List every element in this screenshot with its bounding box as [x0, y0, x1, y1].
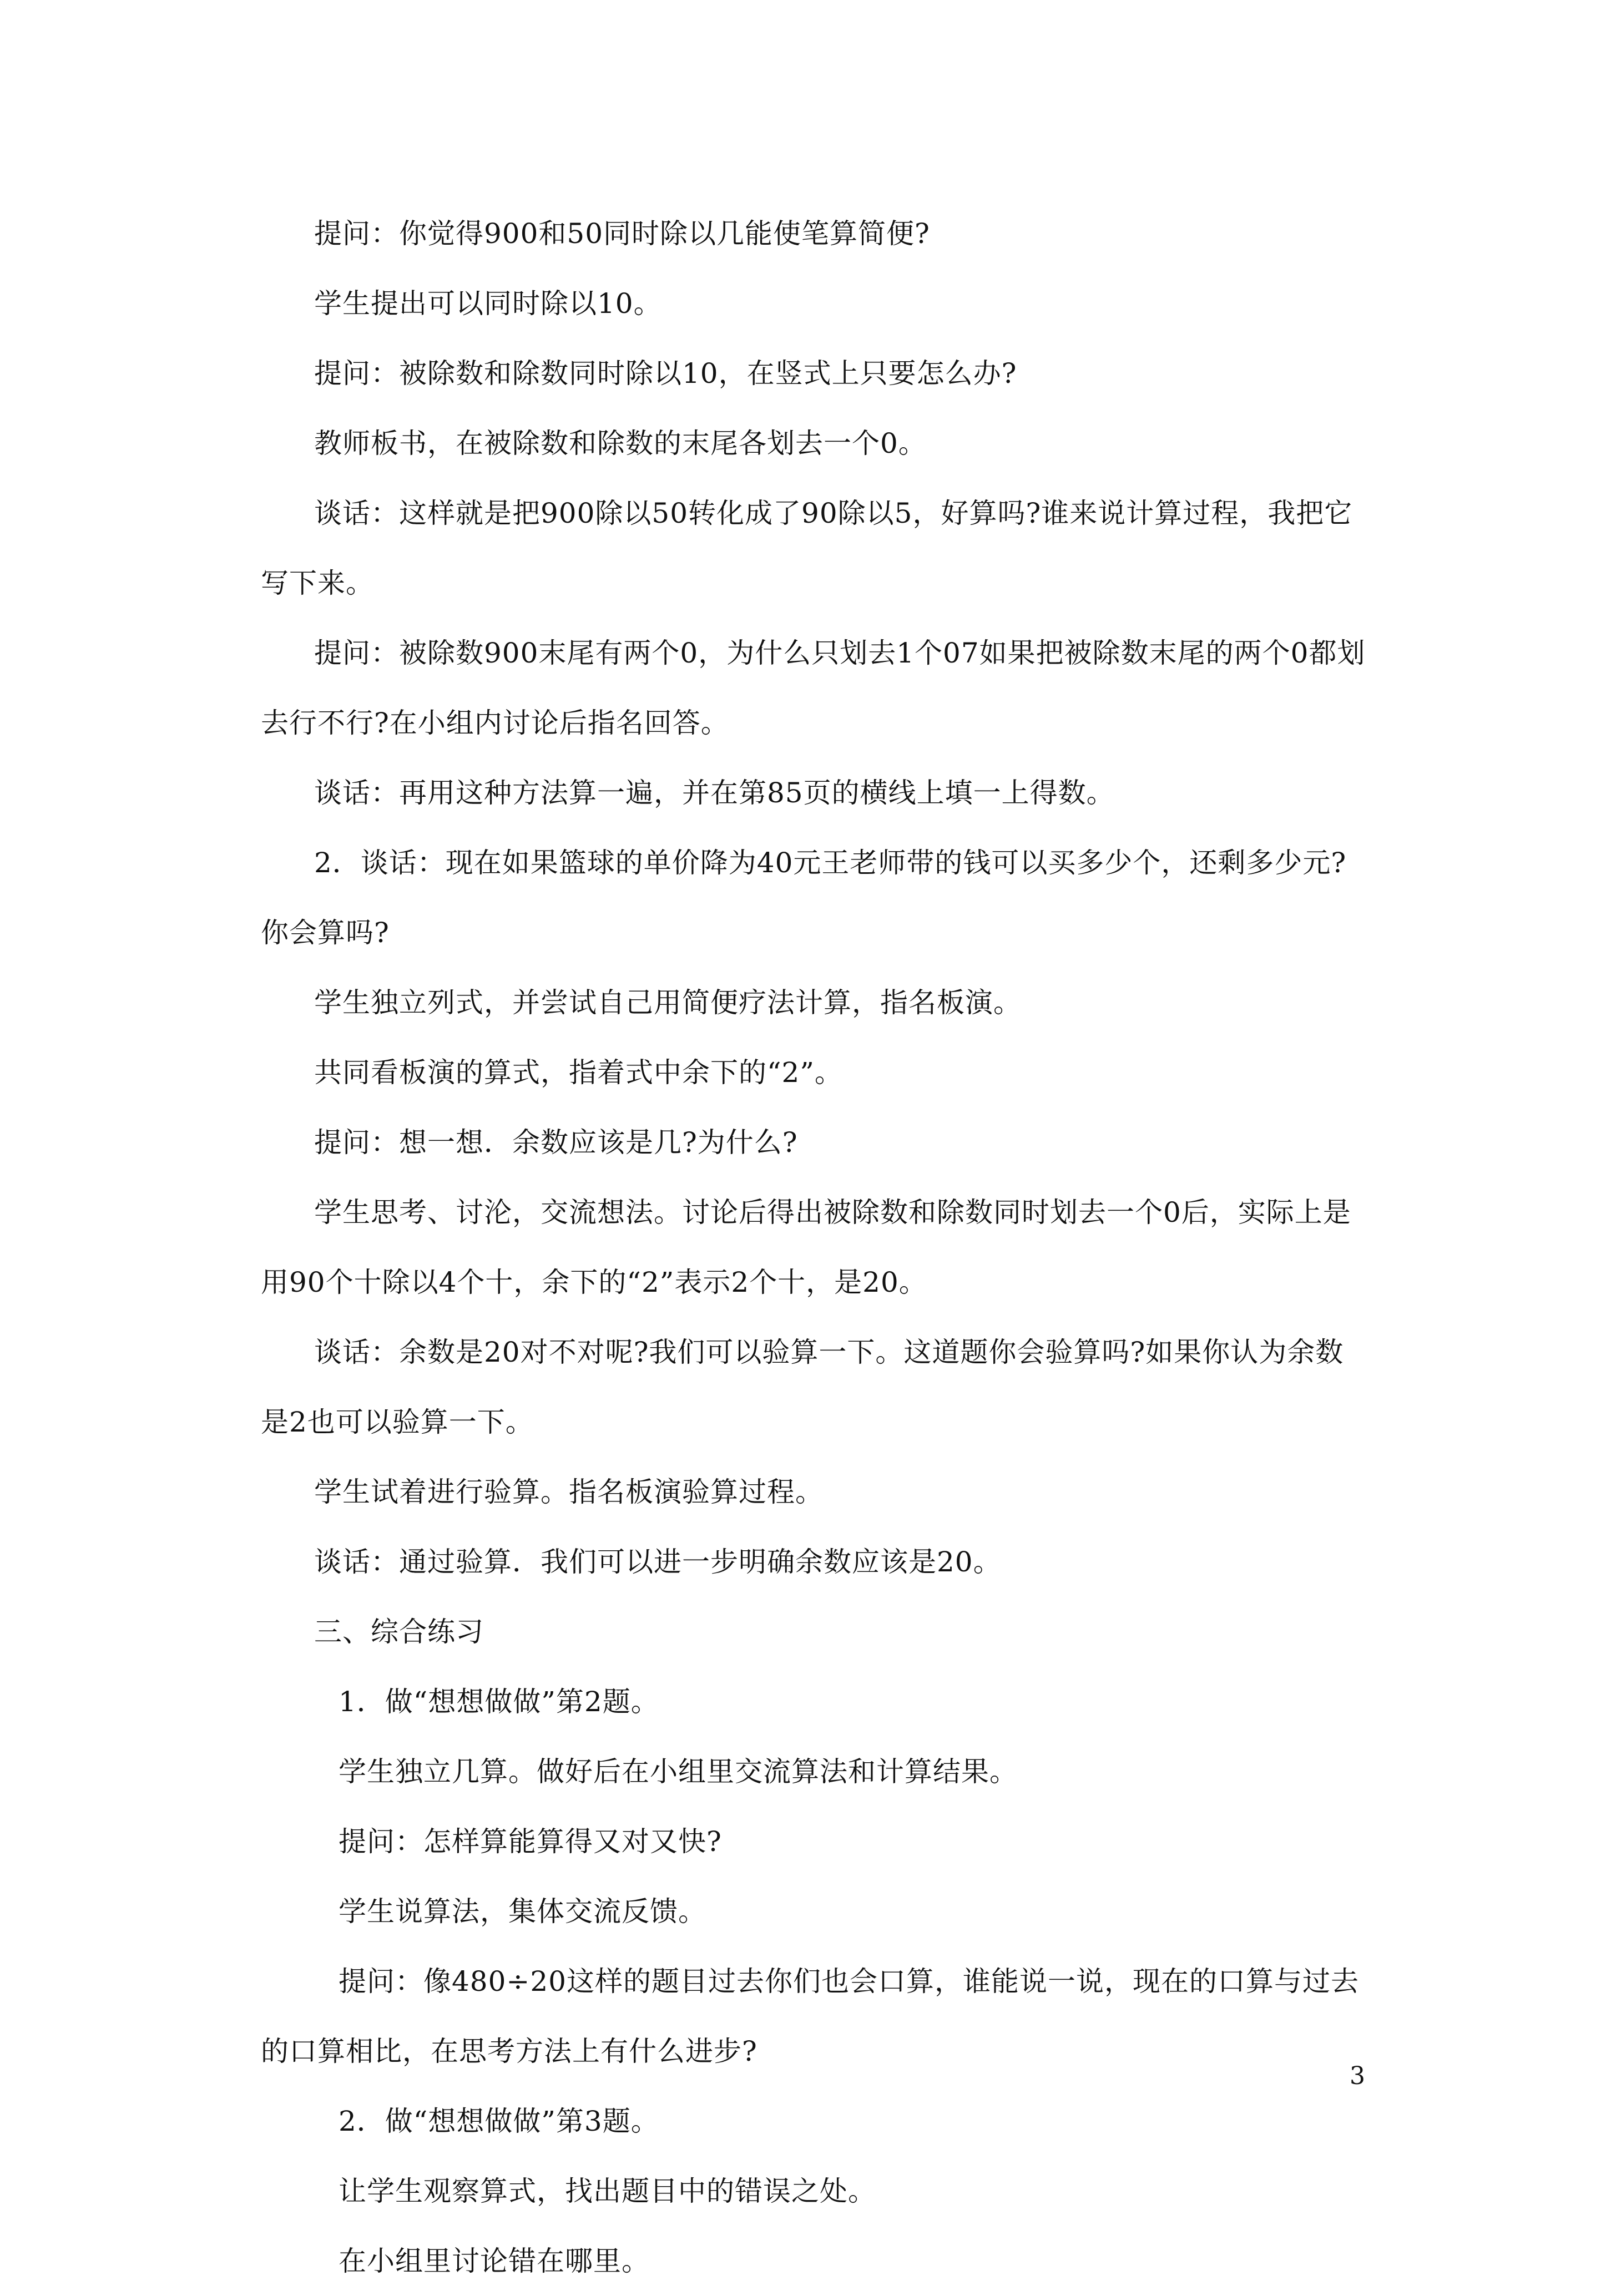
- paragraph-question-zeros: 提问：被除数900末尾有两个0，为什么只划去1个07如果把被除数末尾的两个0都划去行不行?在小组内讨论后指名回答。: [261, 637, 1366, 739]
- page-number: 3: [1350, 2062, 1365, 2090]
- paragraph-student-think: 学生思考、讨沦，交流想法。讨论后得出被除数和除数同时划去一个0后，实际上是用90个十除以4个十，余下的“2”表示2个十，是20。: [261, 1196, 1351, 1298]
- paragraph-talk-basketball: 2．谈话：现在如果篮球的单价降为40元王老师带的钱可以买多少个，还剩多少元?你会算吗?: [261, 847, 1347, 949]
- paragraph-question-vertical: 提问：被除数和除数同时除以10，在竖式上只要怎么办?: [314, 357, 1017, 390]
- paragraph-exercise-2: 2．做“想想做做”第3题。: [339, 2105, 659, 2137]
- paragraph-discuss: 在小组里讨论错在哪里。: [339, 2245, 650, 2277]
- paragraph-talk-again: 谈话：再用这种方法算一遍，并在第85页的横线上填一上得数。: [314, 777, 1115, 809]
- paragraph-talk-verify: 谈话：余数是20对不对呢?我们可以验算一下。这道题你会验算吗?如果你认为余数是2也可以验算一下。: [261, 1336, 1344, 1438]
- paragraph-observe: 让学生观察算式，找出题目中的错误之处。: [339, 2175, 876, 2207]
- paragraph-board-look: 共同看板演的算式，指着式中余下的“2”。: [314, 1056, 843, 1089]
- section-heading-practice: 三、综合练习: [314, 1616, 484, 1648]
- paragraph-exercise-1: 1．做“想想做做”第2题。: [339, 1686, 659, 1718]
- paragraph-talk-conclude: 谈话：通过验算．我们可以进一步明确余数应该是20。: [314, 1546, 1002, 1578]
- paragraph-teacher-board: 教师板书，在被除数和除数的末尾各划去一个0。: [314, 427, 927, 459]
- paragraph-question-remainder: 提问：想一想．余数应该是几?为什么?: [314, 1126, 798, 1159]
- paragraph-student-answer: 学生提出可以同时除以10。: [314, 287, 662, 320]
- paragraph-student-verify: 学生试着进行验算。指名板演验算过程。: [314, 1476, 824, 1508]
- paragraph-student-calc: 学生独立几算。做好后在小组里交流算法和计算结果。: [339, 1756, 1018, 1788]
- paragraph-talk-convert: 谈话：这样就是把900除以50转化成了90除以5，好算吗?谁来说计算过程，我把它写下来。: [261, 497, 1353, 599]
- paragraph-question-oral: 提问：像480÷20这样的题目过去你们也会口算，谁能说一说，现在的口算与过去的口算相比，在思考方法上有什么进步?: [261, 1965, 1359, 2067]
- paragraph-question-divide: 提问：你觉得900和50同时除以几能使笔算简便?: [314, 218, 930, 250]
- paragraph-question-fast: 提问：怎样算能算得又对又快?: [339, 1825, 722, 1858]
- paragraph-student-method: 学生说算法，集体交流反馈。: [339, 1895, 706, 1928]
- paragraph-student-formula: 学生独立列式，并尝试自己用简便疗法计算，指名板演。: [314, 987, 1022, 1019]
